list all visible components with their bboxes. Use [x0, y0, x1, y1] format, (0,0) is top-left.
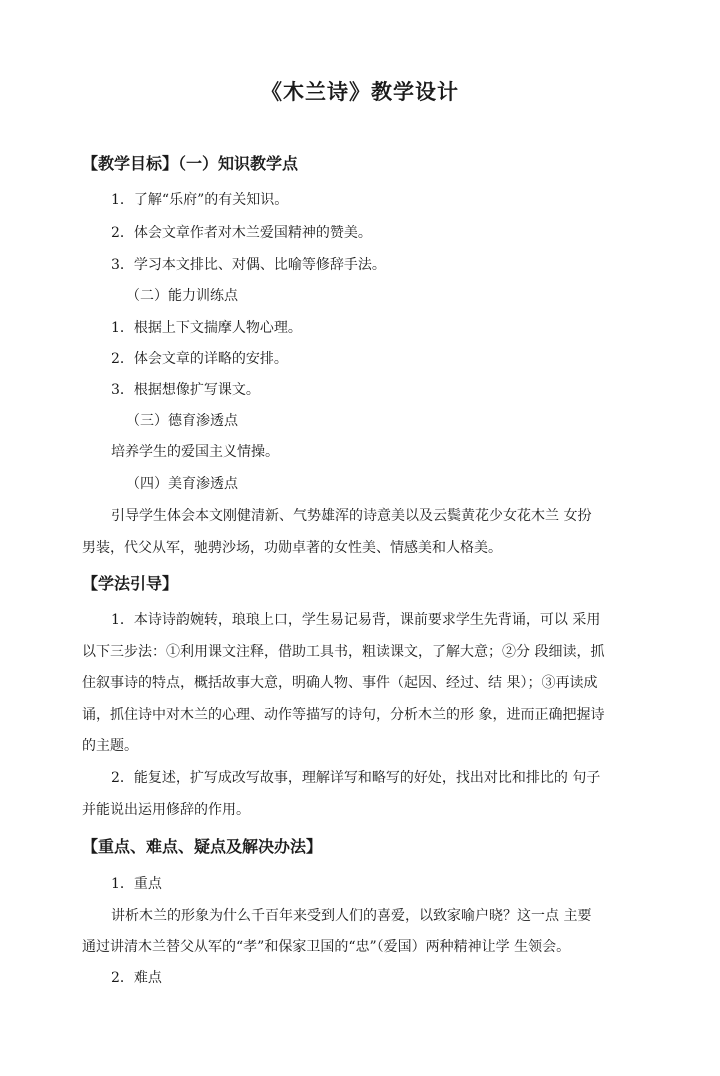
key-point-1-title: 1．重点 — [111, 876, 162, 892]
objectives-heading-label: 【教学目标】 — [82, 154, 179, 173]
key-points-heading: 【重点、难点、疑点及解决办法】 — [82, 837, 323, 856]
objectives-heading — [82, 154, 298, 174]
study-guide-p1-line-2: 以下三步法：①利用课文注释，借助工具书，粗读课文，了解大意；②分 段细读，抓 — [82, 644, 605, 660]
study-guide-p2-line-1: 2．能复述，扩写成改写故事，理解详写和略写的好处，找出对比和排比的 句子 — [111, 770, 601, 786]
ability-item-3: 3．根据想像扩写课文。 — [111, 382, 260, 398]
aesthetic-subheading: （四）美育渗透点 — [126, 476, 238, 492]
key-point-1-line-2: 通过讲清木兰替父从军的“孝”和保家卫国的“忠”（爱国）两种精神让学 生领会。 — [82, 939, 571, 955]
study-guide-heading: 【学法引导】 — [82, 574, 179, 593]
moral-text: 培养学生的爱国主义情操。 — [111, 444, 279, 460]
study-guide-p1-line-4: 诵，抓住诗中对木兰的心理、动作等描写的诗句，分析木兰的形 象，进而正确把握诗 — [82, 707, 605, 723]
document-title: 《木兰诗》教学设计 — [261, 80, 459, 104]
key-point-1-line-1: 讲析木兰的形象为什么千百年来受到人们的喜爱，以致家喻户晓？这一点 主要 — [111, 908, 592, 924]
ability-item-1: 1．根据上下文揣摩人物心理。 — [111, 320, 302, 336]
knowledge-item-2: 2．体会文章作者对木兰爱国精神的赞美。 — [111, 225, 372, 241]
key-point-2-title: 2．难点 — [111, 970, 162, 986]
moral-subheading: （三）德育渗透点 — [126, 413, 238, 429]
study-guide-p1-line-5: 的主题。 — [82, 738, 138, 754]
study-guide-p1-line-3: 住叙事诗的特点，概括故事大意，明确人物、事件（起因、经过、结 果）；③再读成 — [82, 675, 598, 691]
study-guide-p2-line-2: 并能说出运用修辞的作用。 — [82, 802, 250, 818]
ability-item-2: 2．体会文章的详略的安排。 — [111, 351, 288, 367]
study-guide-p1-line-1: 1．本诗诗韵婉转，琅琅上口，学生易记易背，课前要求学生先背诵，可以 采用 — [111, 612, 601, 628]
aesthetic-text-line-1: 引导学生体会本文刚健清新、气势雄浑的诗意美以及云鬓黄花少女花木兰 女扮 — [111, 508, 592, 524]
knowledge-subheading: （一）知识教学点 — [178, 154, 299, 173]
knowledge-item-3: 3．学习本文排比、对偶、比喻等修辞手法。 — [111, 257, 386, 273]
ability-subheading: （二）能力训练点 — [126, 288, 238, 304]
knowledge-item-1: 1．了解“乐府”的有关知识。 — [111, 192, 289, 208]
aesthetic-text-line-2: 男装，代父从军，驰骋沙场，功勋卓著的女性美、情感美和人格美。 — [82, 540, 502, 556]
